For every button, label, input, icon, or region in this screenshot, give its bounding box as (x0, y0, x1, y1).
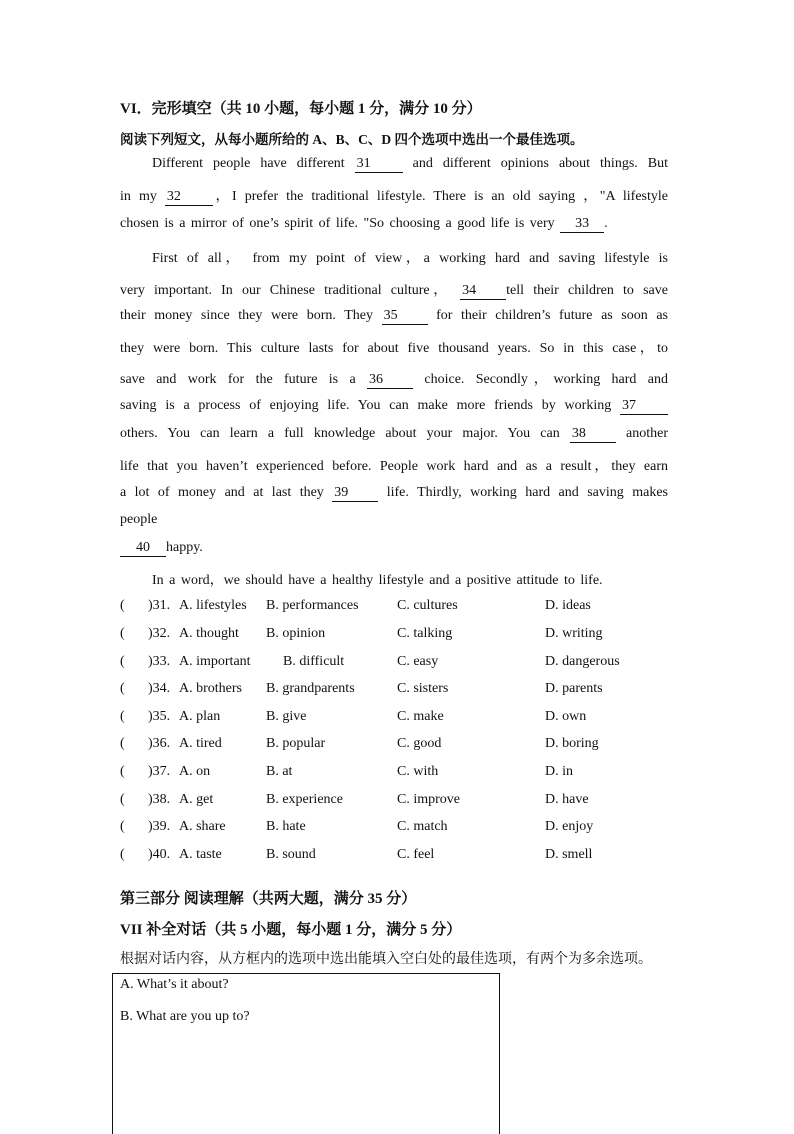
option-c: C. improve (397, 792, 460, 807)
question-number: )32. (148, 626, 171, 641)
option-d: D. smell (545, 847, 593, 862)
option-d: D. have (545, 792, 589, 807)
question-number: )37. (148, 764, 171, 779)
option-a: A. taste (179, 847, 222, 862)
blank-32: 32 (165, 190, 213, 206)
answer-bracket: ( (120, 598, 125, 613)
option-a: A. lifestyles (179, 598, 247, 613)
passage-line: saving is a process of enjoying life. You can make more friends by working 37 (120, 398, 668, 415)
blank-38: 38 (570, 427, 616, 443)
blank-31: 31 (355, 157, 403, 173)
option-a: A. share (179, 819, 226, 834)
question-number: )39. (148, 819, 171, 834)
question-number: )31. (148, 598, 171, 613)
question-number: )36. (148, 736, 171, 751)
passage-line: people (120, 512, 158, 527)
answer-bracket: ( (120, 681, 125, 696)
question-31 (120, 598, 680, 616)
option-b: B. give (266, 709, 307, 724)
passage-line: 40 happy. (120, 540, 668, 557)
section-6-title: VI．完形填空（共 10 小题，每小题 1 分，满分 10 分） (120, 101, 482, 117)
question-35 (120, 709, 680, 727)
blank-36: 36 (367, 373, 413, 389)
passage-line: others. You can learn a full knowledge about your major. You can 38 another (120, 426, 668, 441)
option-d: D. writing (545, 626, 603, 641)
section-7-instruction: 根据对话内容，从方框内的选项中选出能填入空白处的最佳选项，有两个为多余选项。 (120, 952, 652, 967)
option-d: D. enjoy (545, 819, 594, 834)
option-d: D. dangerous (545, 654, 620, 669)
option-c: C. cultures (397, 598, 458, 613)
passage-line: First of all， from my point of view，a working hard and saving lifestyle is (152, 251, 668, 266)
option-c: C. with (397, 764, 439, 779)
option-c: C. easy (397, 654, 439, 669)
passage-line: in my 32 ，I prefer the traditional lifestyle. There is an old saying ，"A lifestyle (120, 189, 668, 204)
option-a: A. plan (179, 709, 221, 724)
answer-bracket: ( (120, 764, 125, 779)
question-32 (120, 626, 680, 644)
question-number: )34. (148, 681, 171, 696)
passage-line: very important. In our Chinese traditional culture， 34 tell their children to save (120, 283, 668, 298)
answer-bracket: ( (120, 654, 125, 669)
answer-bracket: ( (120, 709, 125, 724)
passage-line: save and work for the future is a 36 choice. Secondly，working hard and (120, 372, 668, 387)
question-number: )33. (148, 654, 171, 669)
option-c: C. match (397, 819, 448, 834)
option-d: D. boring (545, 736, 599, 751)
blank-35: 35 (382, 309, 428, 325)
passage-line: they were born. This culture lasts for about five thousand years. So in this case，to (120, 341, 668, 356)
answer-bracket: ( (120, 792, 125, 807)
question-39 (120, 819, 680, 837)
option-c: C. talking (397, 626, 453, 641)
option-b: B. at (266, 764, 293, 779)
option-d: D. own (545, 709, 587, 724)
option-b: B. opinion (266, 626, 326, 641)
question-number: )40. (148, 847, 171, 862)
answer-bracket: ( (120, 736, 125, 751)
option-a: A. tired (179, 736, 222, 751)
blank-40: 40 (120, 541, 166, 557)
question-number: )38. (148, 792, 171, 807)
question-40 (120, 847, 680, 865)
passage-line: their money since they were born. They 35 for their children’s future as soon as (120, 308, 668, 323)
option-d: D. parents (545, 681, 603, 696)
option-d: D. ideas (545, 598, 591, 613)
passage-line: life that you haven’t experienced before. People work hard and as a result，they earn (120, 459, 668, 474)
option-c: C. good (397, 736, 442, 751)
option-b: B. difficult (283, 654, 345, 669)
section-7-title: VII 补全对话（共 5 小题，每小题 1 分，满分 5 分） (120, 922, 462, 938)
option-b: B. popular (266, 736, 326, 751)
question-38 (120, 792, 680, 810)
blank-34: 34 (460, 284, 506, 300)
passage-line: chosen is a mirror of one’s spirit of life. "So choosing a good life is very 33 . (120, 216, 608, 231)
option-b: B. performances (266, 598, 359, 613)
option-b: B. sound (266, 847, 316, 862)
passage-line: In a word，we should have a healthy lifestyle and a positive attitude to life. (152, 573, 603, 588)
option-d: D. in (545, 764, 573, 779)
blank-33: 33 (560, 217, 604, 233)
blank-37: 37 (620, 399, 668, 415)
option-a: A. get (179, 792, 214, 807)
option-c: C. feel (397, 847, 435, 862)
option-a: A. thought (179, 626, 239, 641)
options-box (112, 973, 500, 1134)
dialogue-option-a: A. What’s it about? (120, 977, 229, 992)
answer-bracket: ( (120, 626, 125, 641)
question-number: )35. (148, 709, 171, 724)
option-a: A. on (179, 764, 211, 779)
section-6-instruction: 阅读下列短文，从每小题所给的 A、B、C、D 四个选项中选出一个最佳选项。 (120, 132, 584, 147)
question-36 (120, 736, 680, 754)
option-a: A. important (179, 654, 251, 669)
dialogue-option-b: B. What are you up to? (120, 1009, 250, 1024)
option-b: B. grandparents (266, 681, 355, 696)
blank-39: 39 (332, 486, 378, 502)
answer-bracket: ( (120, 847, 125, 862)
question-33 (120, 654, 680, 672)
question-37 (120, 764, 680, 782)
option-c: C. sisters (397, 681, 449, 696)
option-c: C. make (397, 709, 444, 724)
option-b: B. hate (266, 819, 306, 834)
passage-line: Different people have different 31 and different opinions about things. But (152, 156, 668, 171)
passage-line: a lot of money and at last they 39 life. Thirdly, working hard and saving makes (120, 485, 669, 500)
question-34 (120, 681, 680, 699)
part-3-title: 第三部分 阅读理解（共两大题，满分 35 分） (120, 891, 417, 907)
option-a: A. brothers (179, 681, 242, 696)
option-b: B. experience (266, 792, 343, 807)
answer-bracket: ( (120, 819, 125, 834)
